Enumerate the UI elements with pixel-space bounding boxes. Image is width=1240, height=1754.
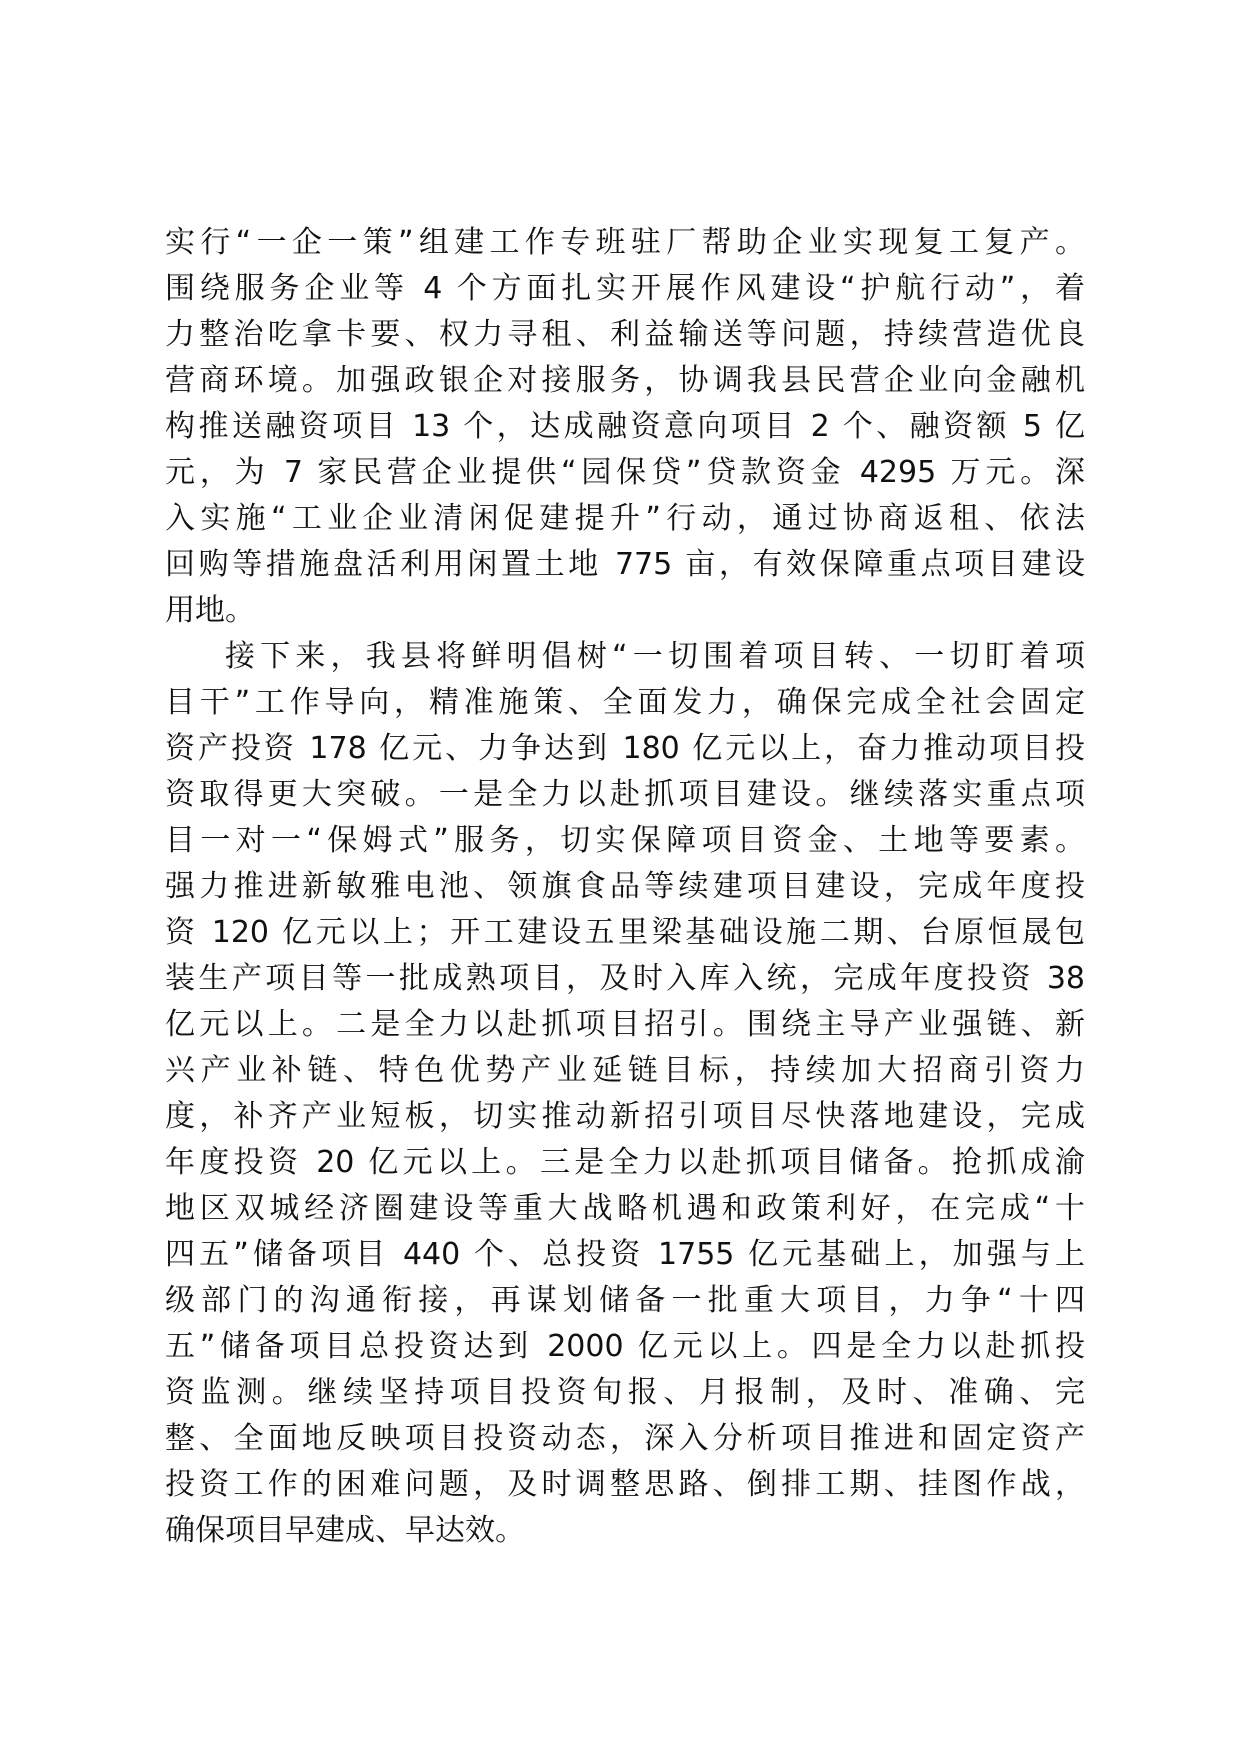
text-line: 级部门的沟通衔接，再谋划储备一批重大项目，力争“十四 bbox=[165, 1283, 1085, 1318]
text-line: 构推送融资项目 13 个，达成融资意向项目 2 个、融资额 5 亿 bbox=[165, 409, 1085, 444]
paragraph-next-steps bbox=[165, 634, 1085, 1554]
text-line: 回购等措施盘活利用闲置土地 775 亩，有效保障重点项目建设 bbox=[165, 547, 1085, 582]
text-line: 资产投资 178 亿元、力争达到 180 亿元以上，奋力推动项目投 bbox=[165, 731, 1085, 766]
text-line: 实行“一企一策”组建工作专班驻厂帮助企业实现复工复产。 bbox=[165, 225, 1085, 260]
text-line: 围绕服务企业等 4 个方面扎实开展作风建设“护航行动”，着 bbox=[165, 271, 1085, 306]
text-line: 四五”储备项目 440 个、总投资 1755 亿元基础上，加强与上 bbox=[165, 1237, 1085, 1272]
text-line: 入实施“工业企业清闲促建提升”行动，通过协商返租、依法 bbox=[165, 501, 1085, 536]
text-line: 整、全面地反映项目投资动态，深入分析项目推进和固定资产 bbox=[165, 1421, 1085, 1456]
text-line: 年度投资 20 亿元以上。三是全力以赴抓项目储备。抢抓成渝 bbox=[165, 1145, 1085, 1180]
text-line: 目干”工作导向，精准施策、全面发力，确保完成全社会固定 bbox=[165, 685, 1085, 720]
text-line: 兴产业补链、特色优势产业延链目标，持续加大招商引资力 bbox=[165, 1053, 1085, 1088]
document-body bbox=[165, 220, 1085, 1554]
text-line: 接下来，我县将鲜明倡树“一切围着项目转、一切盯着项 bbox=[225, 639, 1085, 674]
text-line: 度，补齐产业短板，切实推动新招引项目尽快落地建设，完成 bbox=[165, 1099, 1085, 1134]
text-line: 力整治吃拿卡要、权力寻租、利益输送等问题，持续营造优良 bbox=[165, 317, 1085, 352]
text-line: 地区双城经济圈建设等重大战略机遇和政策利好，在完成“十 bbox=[165, 1191, 1085, 1226]
text-line: 亿元以上。二是全力以赴抓项目招引。围绕主导产业强链、新 bbox=[165, 1007, 1085, 1042]
text-line: 强力推进新敏雅电池、领旗食品等续建项目建设，完成年度投 bbox=[165, 869, 1085, 904]
text-line: 用地。 bbox=[165, 593, 255, 628]
text-line: 营商环境。加强政银企对接服务，协调我县民营企业向金融机 bbox=[165, 363, 1085, 398]
text-line: 投资工作的困难问题，及时调整思路、倒排工期、挂图作战， bbox=[165, 1467, 1085, 1502]
text-line: 元，为 7 家民营企业提供“园保贷”贷款资金 4295 万元。深 bbox=[165, 455, 1085, 490]
text-line: 资 120 亿元以上；开工建设五里梁基础设施二期、台原恒晟包 bbox=[165, 915, 1085, 950]
paragraph-continuation bbox=[165, 220, 1085, 634]
text-line: 五”储备项目总投资达到 2000 亿元以上。四是全力以赴抓投 bbox=[165, 1329, 1085, 1364]
text-line: 目一对一“保姆式”服务，切实保障项目资金、土地等要素。 bbox=[165, 823, 1085, 858]
text-line: 资监测。继续坚持项目投资旬报、月报制，及时、准确、完 bbox=[165, 1375, 1085, 1410]
text-line: 装生产项目等一批成熟项目，及时入库入统，完成年度投资 38 bbox=[165, 961, 1085, 996]
text-line: 资取得更大突破。一是全力以赴抓项目建设。继续落实重点项 bbox=[165, 777, 1085, 812]
text-line: 确保项目早建成、早达效。 bbox=[165, 1513, 525, 1548]
